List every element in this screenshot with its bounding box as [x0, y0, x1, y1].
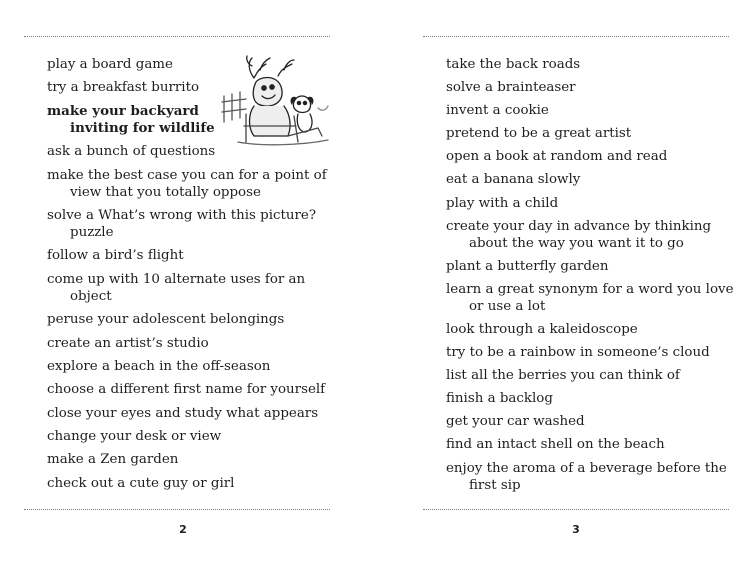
list-item: try a breakfast burrito — [47, 80, 200, 96]
list-item: open a book at random and read — [446, 149, 668, 165]
list-item: ask a bunch of questions — [47, 144, 216, 160]
bottom-dotted-rule — [24, 509, 330, 510]
list-item: make a Zen garden — [47, 452, 179, 468]
top-dotted-rule — [24, 36, 330, 37]
bottom-dotted-rule — [423, 509, 729, 510]
list-item: look through a kaleidoscope — [446, 321, 638, 337]
list-item: explore a beach in the off-season — [47, 358, 271, 374]
list-item: play a board game — [47, 57, 173, 72]
right-activity-list — [446, 56, 736, 500]
list-item: play with a child — [446, 195, 559, 211]
list-item: make your backyard inviting for wildlife — [47, 102, 215, 136]
right-page — [423, 0, 750, 563]
top-dotted-rule — [423, 36, 729, 37]
list-item: peruse your adolescent belongings — [47, 312, 285, 328]
list-item: try to be a rainbow in someone’s cloud — [446, 345, 710, 361]
list-item: create your day in advance by thinking about the way you want it to go — [446, 218, 712, 251]
list-item: make the best case you can for a point of view that you totally oppose — [47, 167, 327, 200]
list-item: create an artist’s studio — [47, 335, 209, 351]
list-item: come up with 10 alternate uses for an object — [47, 271, 306, 304]
left-activity-list — [47, 56, 337, 498]
list-item: finish a backlog — [446, 391, 553, 407]
list-item: check out a cute guy or girl — [47, 475, 235, 491]
list-item: list all the berries you can think of — [446, 368, 680, 384]
list-item: pretend to be a great artist — [446, 126, 632, 142]
list-item: solve a brainteaser — [446, 80, 576, 96]
list-item: close your eyes and study what appears — [47, 405, 319, 421]
list-item: solve a What’s wrong with this picture? puzzle — [47, 207, 317, 240]
list-item: choose a different first name for yourself — [47, 382, 326, 398]
page-number: 2 — [179, 523, 187, 536]
left-page — [24, 0, 354, 563]
list-item: follow a bird’s flight — [47, 248, 184, 264]
list-item: learn a great synonym for a word you love or use a lot — [446, 281, 734, 314]
page-number: 3 — [572, 523, 580, 536]
list-item: invent a cookie — [446, 103, 549, 119]
list-item: plant a butterfly garden — [446, 258, 609, 274]
list-item: get your car washed — [446, 414, 585, 430]
list-item: change your desk or view — [47, 429, 222, 445]
list-item: take the back roads — [446, 57, 581, 72]
list-item: enjoy the aroma of a beverage before the first sip — [446, 460, 727, 493]
list-item: eat a banana slowly — [446, 172, 581, 188]
list-item: find an intact shell on the beach — [446, 437, 665, 453]
